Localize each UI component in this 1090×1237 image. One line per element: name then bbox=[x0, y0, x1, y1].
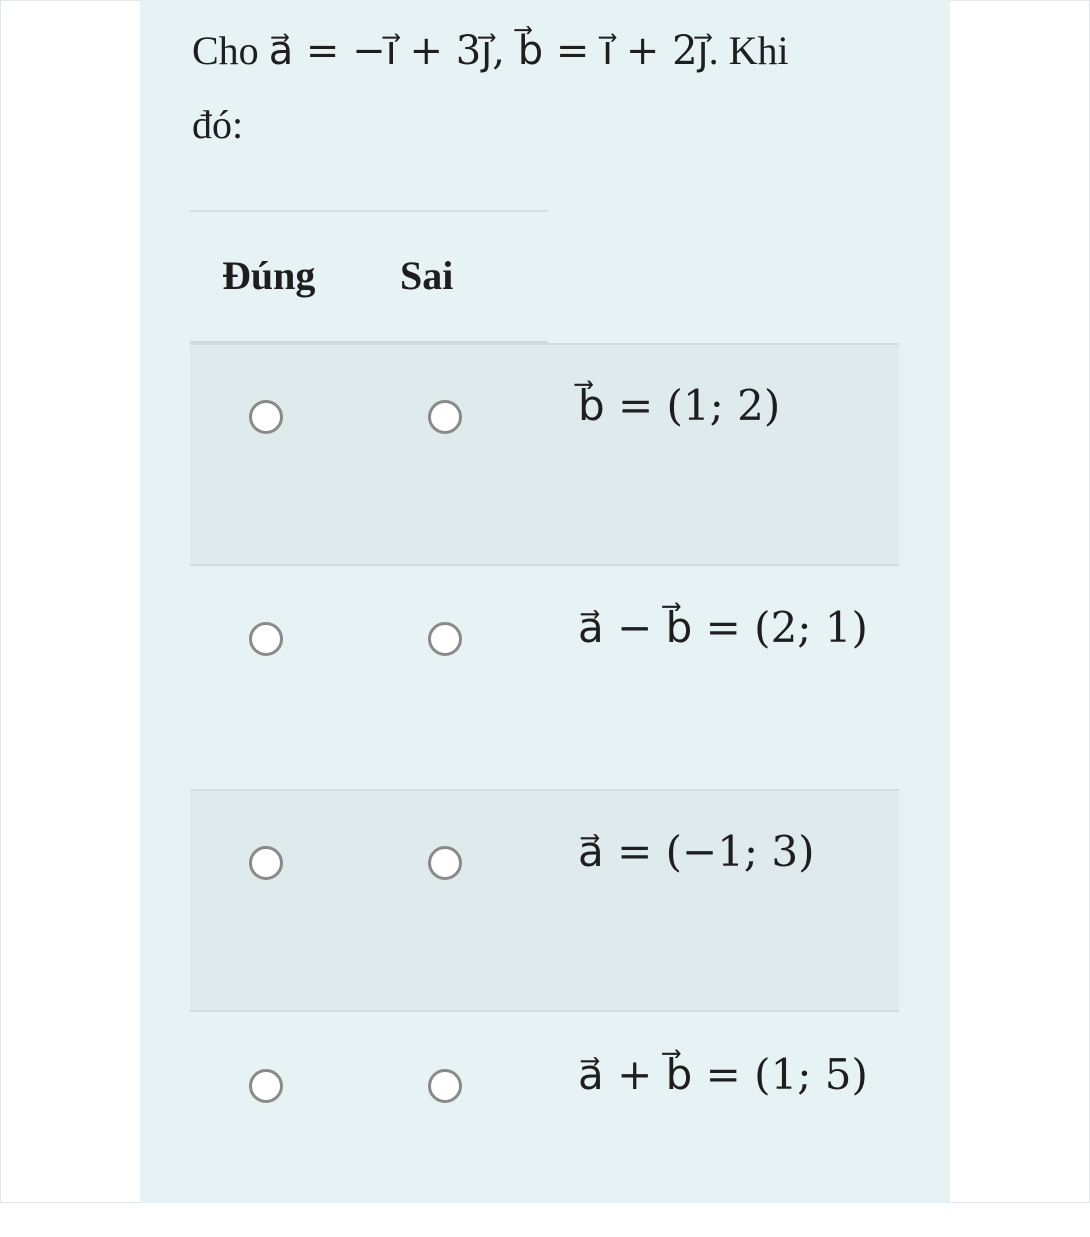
column-header-false: Sai bbox=[400, 253, 454, 298]
divider bbox=[190, 210, 548, 212]
question-prefix: Cho bbox=[192, 28, 269, 73]
false-radio[interactable] bbox=[428, 400, 462, 434]
true-radio[interactable] bbox=[249, 622, 283, 656]
false-radio[interactable] bbox=[428, 846, 462, 880]
question-line2: đó: bbox=[192, 102, 244, 147]
question-suffix: . Khi bbox=[708, 28, 789, 73]
column-header-true: Đúng bbox=[222, 253, 316, 298]
true-radio[interactable] bbox=[249, 846, 283, 880]
false-radio[interactable] bbox=[428, 1069, 462, 1103]
true-radio[interactable] bbox=[249, 400, 283, 434]
statement-row bbox=[190, 1014, 899, 1237]
statement-row bbox=[190, 343, 899, 566]
statement-text: a⃗ + b⃗ = (1; 5) bbox=[578, 1050, 868, 1099]
statement-text: a⃗ − b⃗ = (2; 1) bbox=[578, 603, 868, 652]
statement-text: a⃗ = (−1; 3) bbox=[578, 827, 815, 876]
question-equation: a⃗ = −i⃗ + 3j⃗, b⃗ = i⃗ + 2j⃗ bbox=[268, 28, 709, 74]
statement-row bbox=[190, 789, 899, 1012]
false-radio[interactable] bbox=[428, 622, 462, 656]
statement-row bbox=[190, 567, 899, 790]
statement-text: b⃗ = (1; 2) bbox=[578, 381, 781, 430]
true-radio[interactable] bbox=[249, 1069, 283, 1103]
question-text bbox=[192, 14, 892, 162]
